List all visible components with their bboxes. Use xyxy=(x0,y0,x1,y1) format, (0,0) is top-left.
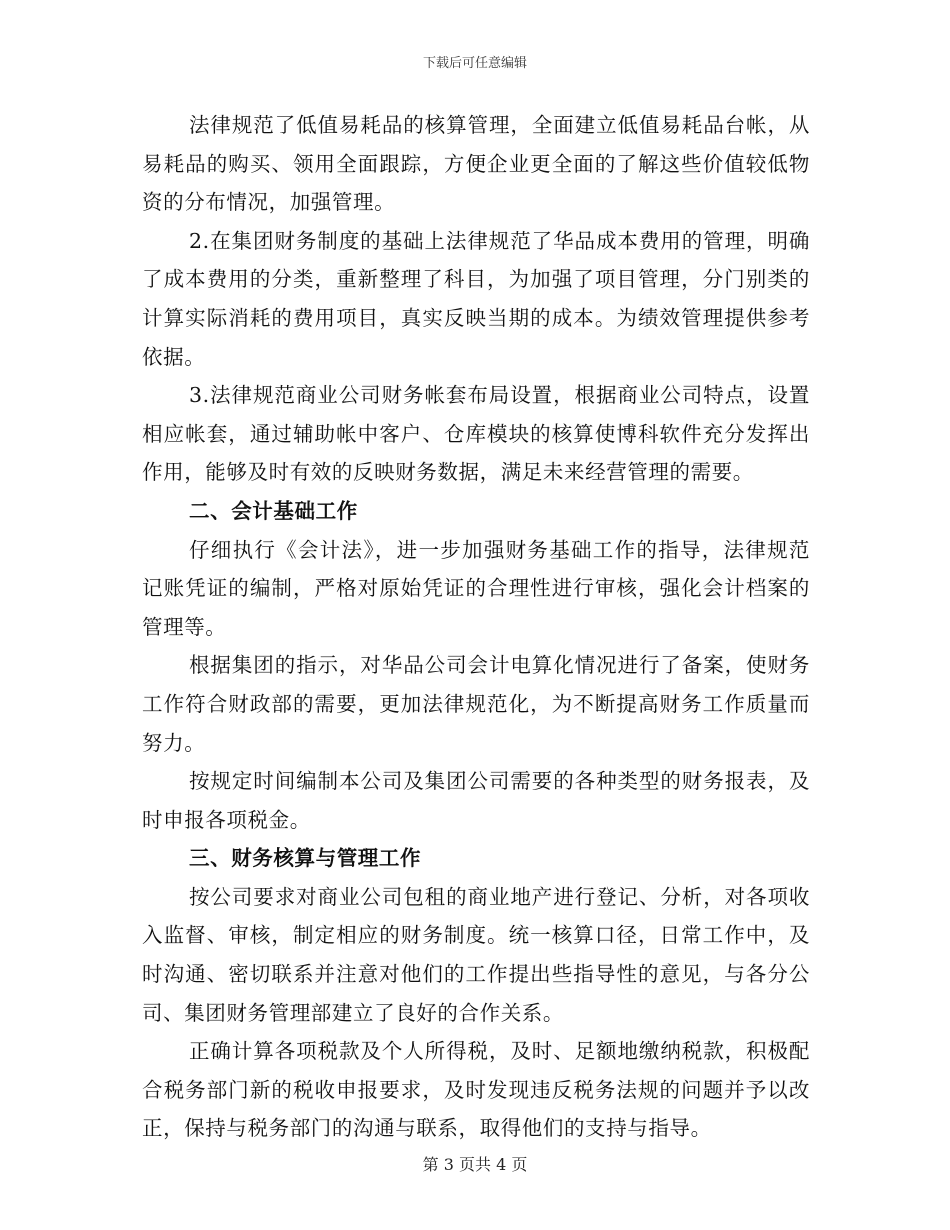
page-header: 下载后可任意编辑 xyxy=(422,56,527,71)
paragraph: 按公司要求对商业公司包租的商业地产进行登记、分析，对各项收入监督、审核，制定相应的财务制度。统一核算口径，日常工作中，及时沟通、密切联系并注意对他们的工作提出些指导性的意见，与各分公司、集团财务管理部建立了良好的合作关系。 xyxy=(142,884,810,1025)
section-heading: 三、财务核算与管理工作 xyxy=(189,846,422,871)
page-number: 第 3 页共 4 页 xyxy=(422,1155,528,1174)
section-heading: 二、会计基础工作 xyxy=(189,498,358,523)
paragraph: 法律规范了低值易耗品的核算管理，全面建立低值易耗品台帐，从易耗品的购买、领用全面跟踪，方便企业更全面的了解这些价值较低物资的分布情况，加强管理。 xyxy=(142,113,810,215)
paragraph: 3.法律规范商业公司财务帐套布局设置，根据商业公司特点，设置相应帐套，通过辅助帐中客户、仓库模块的核算使博科软件充分发挥出作用，能够及时有效的反映财务数据，满足未来经营管理的需要。 xyxy=(142,383,810,485)
document-body xyxy=(142,106,810,1148)
paragraph: 仔细执行《会计法》，进一步加强财务基础工作的指导，法律规范记账凭证的编制，严格对原始凭证的合理性进行审核，强化会计档案的管理等。 xyxy=(142,537,810,639)
paragraph: 按规定时间编制本公司及集团公司需要的各种类型的财务报表，及时申报各项税金。 xyxy=(142,769,810,832)
paragraph: 正确计算各项税款及个人所得税，及时、足额地缴纳税款，积极配合税务部门新的税收申报要求，及时发现违反税务法规的问题并予以改正，保持与税务部门的沟通与联系，取得他们的支持与指导。 xyxy=(142,1039,810,1141)
paragraph: 根据集团的指示，对华品公司会计电算化情况进行了备案，使财务工作符合财政部的需要，更加法律规范化，为不断提高财务工作质量而努力。 xyxy=(142,653,810,755)
paragraph: 2.在集团财务制度的基础上法律规范了华品成本费用的管理，明确了成本费用的分类，重新整理了科目，为加强了项目管理，分门别类的计算实际消耗的费用项目，真实反映当期的成本。为绩效管理提供参考依据。 xyxy=(142,228,810,369)
